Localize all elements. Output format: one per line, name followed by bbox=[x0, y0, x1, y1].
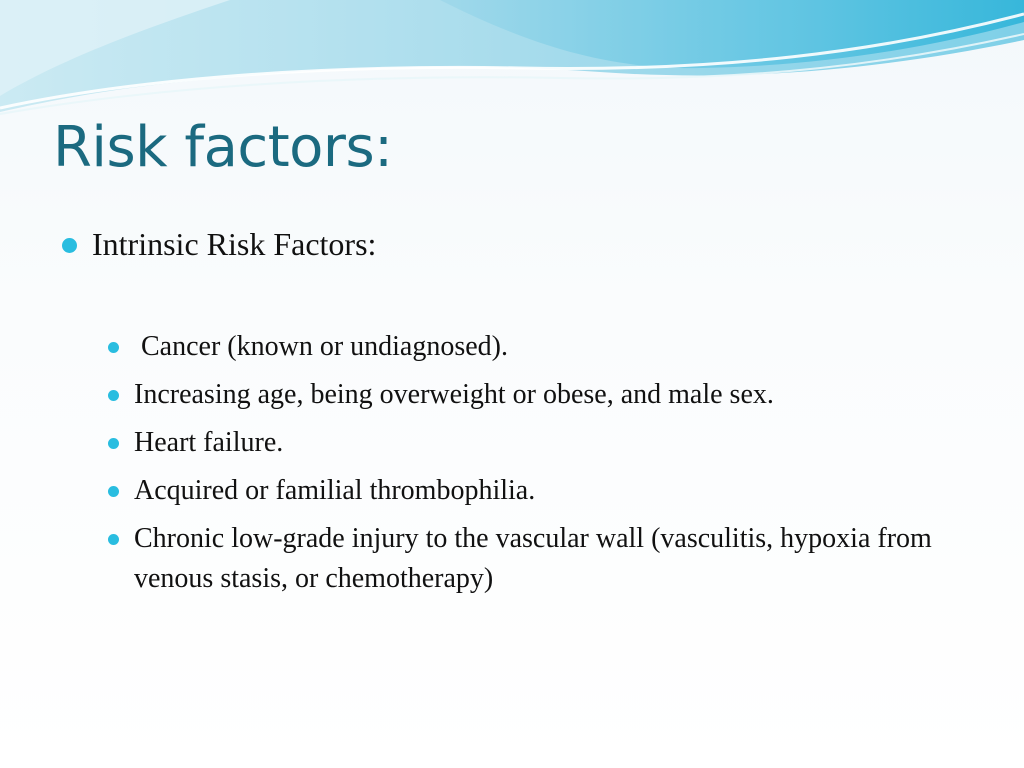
risk-factor-list bbox=[106, 327, 1006, 607]
list-item bbox=[106, 519, 1006, 599]
circle-bullet-icon bbox=[108, 342, 119, 353]
list-item-text: Chronic low-grade injury to the vascular wall (vasculitis, hypoxia from venous stasis, or chemotherapy) bbox=[134, 523, 932, 594]
list-item bbox=[106, 375, 1006, 415]
slide-title: Risk factors: bbox=[53, 115, 393, 180]
list-item-text: Acquired or familial thrombophilia. bbox=[134, 475, 536, 506]
circle-bullet-icon bbox=[108, 486, 119, 497]
list-item bbox=[106, 423, 1006, 463]
circle-bullet-icon bbox=[108, 438, 119, 449]
circle-bullet-icon bbox=[108, 390, 119, 401]
level1-text: Intrinsic Risk Factors: bbox=[92, 226, 377, 262]
list-item-text: Cancer (known or undiagnosed). bbox=[134, 331, 509, 362]
level1-item bbox=[62, 221, 376, 267]
list-item-text: Heart failure. bbox=[134, 427, 284, 458]
circle-bullet-icon bbox=[62, 238, 77, 253]
circle-bullet-icon bbox=[108, 534, 119, 545]
list-item-text: Increasing age, being overweight or obese, and male sex. bbox=[134, 379, 774, 410]
list-item bbox=[106, 471, 1006, 511]
list-item bbox=[106, 327, 1006, 367]
